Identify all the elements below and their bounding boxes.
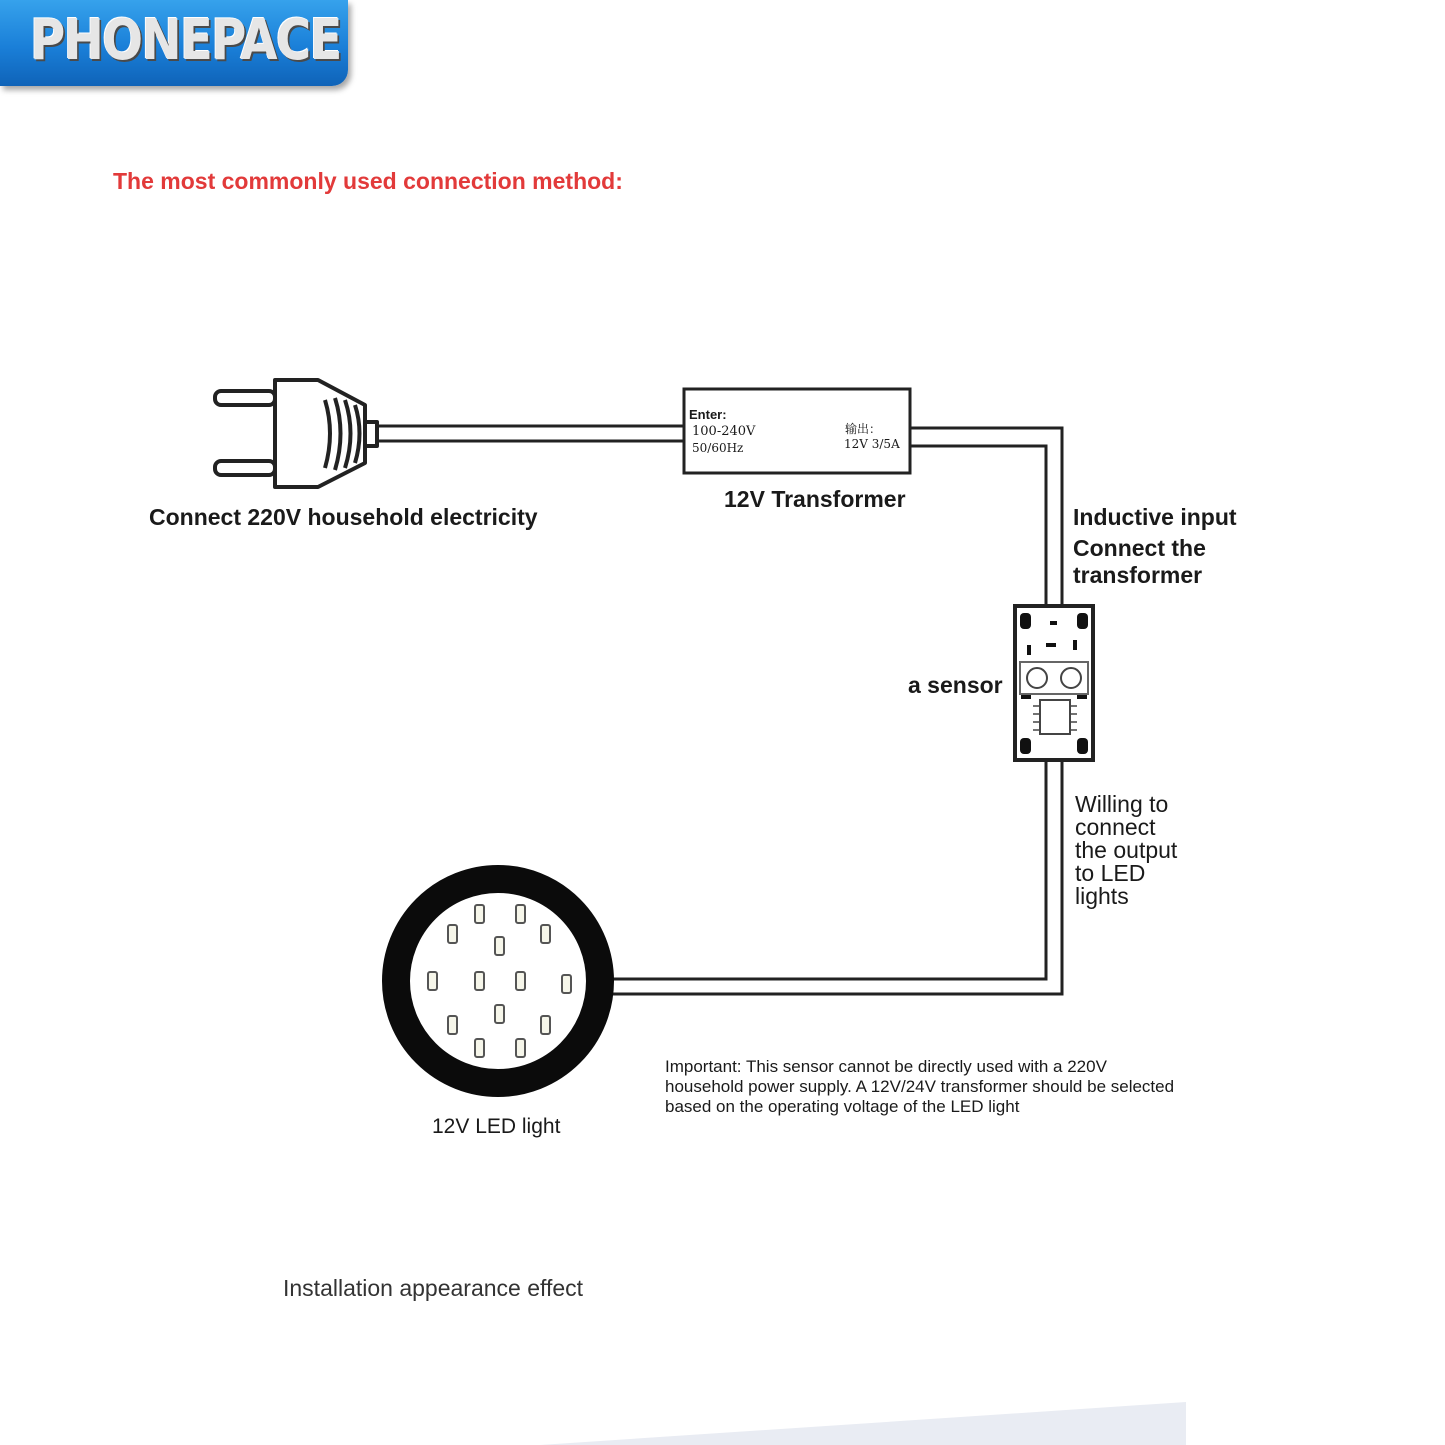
- sensor-label: a sensor: [908, 672, 1003, 698]
- output-label-line1: Willing to: [1075, 791, 1169, 817]
- led-label: 12V LED light: [432, 1115, 561, 1138]
- installation-caption: Installation appearance effect: [283, 1275, 584, 1301]
- power-plug-icon: [215, 380, 377, 487]
- input-label-line1: Inductive input: [1073, 504, 1237, 530]
- led-light-icon: [396, 879, 600, 1083]
- transformer-label: 12V Transformer: [724, 486, 906, 512]
- plug-label: Connect 220V household electricity: [149, 504, 538, 530]
- sensor-to-led-cable: [612, 760, 1062, 994]
- important-note: Important: This sensor cannot be directly used with a 220V household power supply. A 12V/24V transformer should be selected based on the operating voltage of the LED light: [665, 1057, 1175, 1116]
- product-photo-edge: [540, 1402, 1186, 1445]
- sensor-module-icon: [1015, 606, 1093, 760]
- transformer-output-title: 输出：: [845, 422, 882, 436]
- transformer-output-spec: 12V 3/5A: [844, 437, 900, 451]
- output-label-line4: to LED: [1075, 860, 1146, 886]
- transformer-input-voltage: 100-240V: [692, 424, 756, 439]
- brand-logo-text: PHONEPACE: [30, 8, 341, 73]
- transformer-input-title: Enter:: [689, 407, 727, 422]
- input-label-line3: transformer: [1073, 562, 1203, 588]
- input-cable: [377, 426, 684, 441]
- transformer-input-frequency: 50/60Hz: [692, 441, 744, 455]
- output-label-line5: lights: [1075, 883, 1129, 909]
- page-heading: The most commonly used connection method:: [113, 168, 623, 194]
- output-label-line3: the output: [1075, 837, 1178, 863]
- output-label-line2: connect: [1075, 814, 1156, 840]
- input-label-line2: Connect the: [1073, 535, 1206, 561]
- transformer-to-sensor-cable: [910, 428, 1062, 606]
